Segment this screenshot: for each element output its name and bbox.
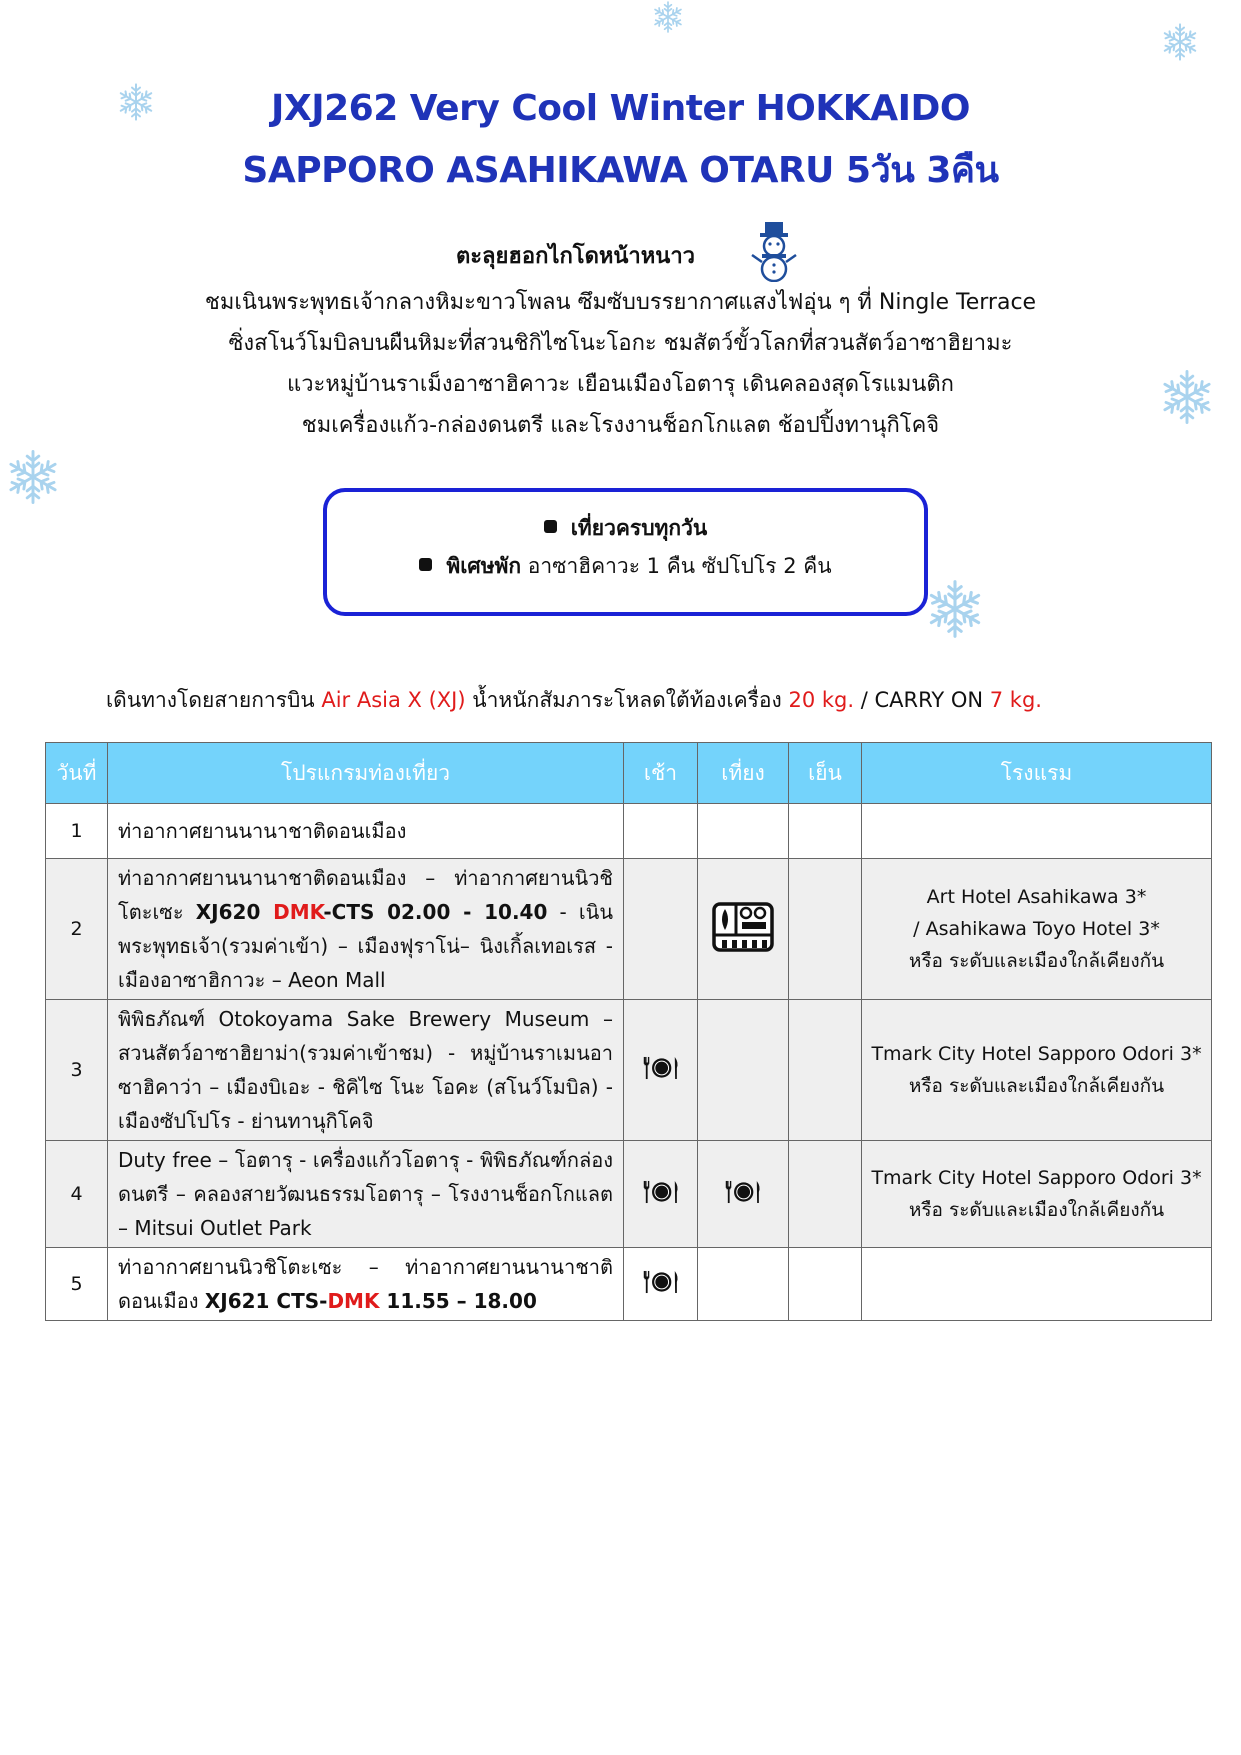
- bullet-icon: [544, 520, 557, 533]
- page-title: [0, 78, 1241, 202]
- lunch-cell: [698, 1141, 789, 1248]
- program-cell: ท่าอากาศยานนานาชาติดอนเมือง: [108, 804, 624, 859]
- feature-line-1: เที่ยวครบทุกวัน: [327, 512, 924, 545]
- subtitle: ตะลุยฮอกไกโดหน้าหนาว: [455, 244, 696, 269]
- table-row: [46, 1000, 1212, 1141]
- dinner-cell: [789, 1000, 862, 1141]
- snowman-icon: [750, 222, 798, 282]
- breakfast-cell: [624, 1000, 698, 1141]
- bullet-icon: [419, 558, 432, 571]
- day-number: 1: [46, 804, 108, 859]
- hotel-cell: [862, 1248, 1212, 1321]
- feature-line-2: พิเศษพัก อาซาฮิคาวะ 1 คืน ซัปโปโร 2 คืน: [327, 550, 924, 583]
- flight-info: เดินทางโดยสายการบิน Air Asia X (XJ) น้ำหนักสัมภาระโหลดใต้ท้องเครื่อง 20 kg. / CARRY ON 7 kg.: [106, 688, 1042, 712]
- lunch-cell: [698, 1248, 789, 1321]
- day-number: 4: [46, 1141, 108, 1248]
- program-cell: Duty free – โอตารุ - เครื่องแก้วโอตารุ - พิพิธภัณฑ์กล่องดนตรี – คลองสายวัฒนธรรมโอตารุ – โรงงานช็อกโกแลต – Mitsui Outlet Park: [108, 1141, 624, 1248]
- highlight-line: แวะหมู่บ้านราเม็งอาซาฮิคาวะ เยือนเมืองโอตารุ เดินคลองสุดโรแมนติก: [287, 372, 954, 397]
- lunch-cell: [698, 859, 789, 1000]
- breakfast-cell: [624, 859, 698, 1000]
- feature-box: [323, 488, 928, 616]
- lunch-cell: [698, 1000, 789, 1141]
- day-number: 2: [46, 859, 108, 1000]
- itinerary-table: [45, 742, 1212, 1321]
- header-dinner: เย็น: [789, 743, 862, 804]
- header-breakfast: เช้า: [624, 743, 698, 804]
- highlight-line: ชมเนินพระพุทธเจ้ากลางหิมะขาวโพลน ซึมซับบรรยากาศแสงไฟอุ่น ๆ ที่ Ningle Terrace: [204, 290, 1037, 315]
- highlights-list: [0, 282, 1241, 446]
- table-row: [46, 804, 1212, 859]
- day-number: 5: [46, 1248, 108, 1321]
- fork-plate-icon: [641, 1050, 681, 1086]
- dinner-cell: [789, 1141, 862, 1248]
- dinner-cell: [789, 859, 862, 1000]
- program-cell: พิพิธภัณฑ์ Otokoyama Sake Brewery Museum – สวนสัตว์อาซาฮิยาม่า(รวมค่าเข้าชม) - หมู่บ้านราเมนอาซาฮิคาว่า – เมืองบิเอะ - ชิคิไซ โนะ โอคะ (สโนว์โมบิล) - เมืองซัปโปโร - ย่านทานุกิโคจิ: [108, 1000, 624, 1141]
- hotel-cell: Art Hotel Asahikawa 3* / Asahikawa Toyo Hotel 3* หรือ ระดับและเมืองใกล้เคียงกัน: [862, 859, 1212, 1000]
- dinner-cell: [789, 804, 862, 859]
- breakfast-cell: [624, 1248, 698, 1321]
- airline-name: Air Asia X (XJ): [321, 688, 466, 712]
- table-row: [46, 859, 1212, 1000]
- header-day: วันที่: [46, 743, 108, 804]
- fork-plate-icon: [641, 1264, 681, 1300]
- table-header-row: [46, 743, 1212, 804]
- snowflake-icon: [650, 0, 686, 34]
- snowflake-icon: [4, 448, 62, 506]
- dinner-cell: [789, 1248, 862, 1321]
- fork-plate-icon: [723, 1174, 763, 1210]
- title-line-1: JXJ262 Very Cool Winter HOKKAIDO: [271, 88, 970, 129]
- highlight-line: ซิ่งสโนว์โมบิลบนผืนหิมะที่สวนชิกิไซโนะโอกะ ชมสัตว์ขั้วโลกที่สวนสัตว์อาซาฮิยามะ: [228, 331, 1013, 356]
- header-program: โปรแกรมท่องเที่ยว: [108, 743, 624, 804]
- breakfast-cell: [624, 804, 698, 859]
- program-cell: ท่าอากาศยานนิวชิโตะเซะ – ท่าอากาศยานนานาชาติดอนเมือง XJ621 CTS-DMK 11.55 – 18.00: [108, 1248, 624, 1321]
- snowflake-icon: [924, 578, 986, 640]
- hotel-cell: Tmark City Hotel Sapporo Odori 3* หรือ ระดับและเมืองใกล้เคียงกัน: [862, 1000, 1212, 1141]
- program-cell: ท่าอากาศยานนานาชาติดอนเมือง – ท่าอากาศยานนิวชิโตะเซะ XJ620 DMK-CTS 02.00 - 10.40 - เนินพระพุทธเจ้า(รวมค่าเข้า) – เมืองฟุราโน่– นิงเกิ้ลเทอเรส - เมืองอาซาฮิกาวะ – Aeon Mall: [108, 859, 624, 1000]
- breakfast-cell: [624, 1141, 698, 1248]
- snowflake-icon: [1160, 22, 1200, 62]
- day-number: 3: [46, 1000, 108, 1141]
- lunch-cell: [698, 804, 789, 859]
- title-line-2: SAPPORO ASAHIKAWA OTARU 5วัน 3คืน: [242, 150, 999, 191]
- table-row: [46, 1248, 1212, 1321]
- fish-bento-icon: [712, 902, 774, 952]
- table-row: [46, 1141, 1212, 1248]
- highlight-line: ชมเครื่องแก้ว-กล่องดนตรี และโรงงานช็อกโกแลต ช้อปปิ้งทานุกิโคจิ: [301, 413, 940, 438]
- hotel-cell: [862, 804, 1212, 859]
- header-hotel: โรงแรม: [862, 743, 1212, 804]
- fork-plate-icon: [641, 1174, 681, 1210]
- header-lunch: เที่ยง: [698, 743, 789, 804]
- hotel-cell: Tmark City Hotel Sapporo Odori 3* หรือ ระดับและเมืองใกล้เคียงกัน: [862, 1141, 1212, 1248]
